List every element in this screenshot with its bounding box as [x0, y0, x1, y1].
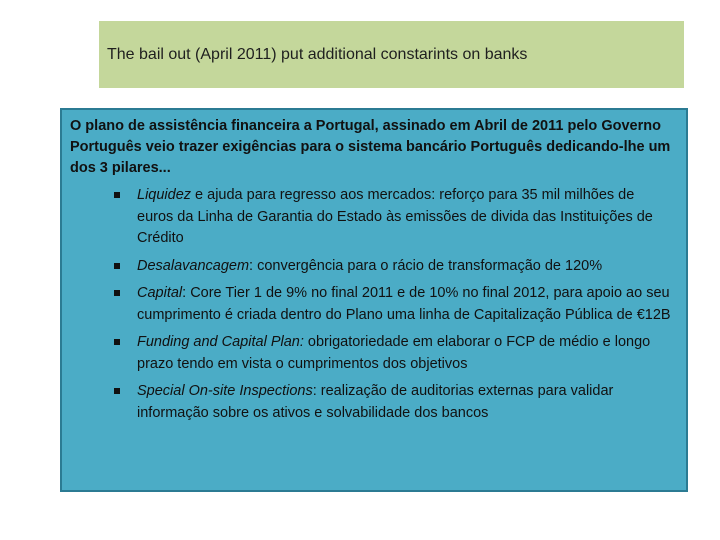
pillar-item-funding	[70, 332, 678, 375]
title-banner	[99, 21, 684, 88]
pillar-item-capital	[70, 283, 678, 326]
pillar-term: Desalavancagem	[137, 257, 250, 274]
pillar-item-liquidez	[70, 185, 678, 250]
pillar-text: e ajuda para regresso aos mercados: reforço para 35 mil milhões de euros da Linha de Garantia do Estado às emissões de divida das Instituições de Crédito	[137, 187, 653, 246]
pillar-item-inspections	[70, 381, 678, 424]
content-panel	[60, 108, 688, 492]
pillar-list	[70, 185, 678, 424]
intro-paragraph: O plano de assistência financeira a Portugal, assinado em Abril de 2011 pelo Governo Português veio trazer exigências para o sistema bancário Português dedicando-lhe um dos 3 pilares...	[70, 118, 671, 176]
slide-title: The bail out (April 2011) put additional constarints on banks	[107, 45, 528, 63]
square-bullet-icon	[114, 263, 120, 269]
square-bullet-icon	[114, 192, 120, 198]
pillar-term: Funding and Capital Plan:	[137, 334, 304, 350]
pillar-text: obrigatoriedade em elaborar o FCP de médio e longo prazo tendo em vista o cumprimentos dos objetivos	[137, 334, 651, 372]
pillar-term: Capital	[137, 285, 183, 301]
pillar-term: Special On-site Inspections	[137, 383, 313, 399]
pillar-item-desalavancagem	[70, 256, 678, 278]
pillar-text: : Core Tier 1 de 9% no final 2011 e de 10% no final 2012, para apoio ao seu cumprimento é criada dentro do Plano uma linha de Capitalização Pública de €12B	[137, 285, 671, 323]
square-bullet-icon	[114, 339, 120, 345]
pillar-text: : realização de auditorias externas para validar informação sobre os ativos e solvabilidade dos bancos	[137, 383, 614, 421]
pillar-text: : convergência para o rácio de transformação de 120%	[249, 257, 603, 274]
pillar-term: Liquidez	[137, 187, 192, 203]
square-bullet-icon	[114, 388, 120, 394]
square-bullet-icon	[114, 290, 120, 296]
